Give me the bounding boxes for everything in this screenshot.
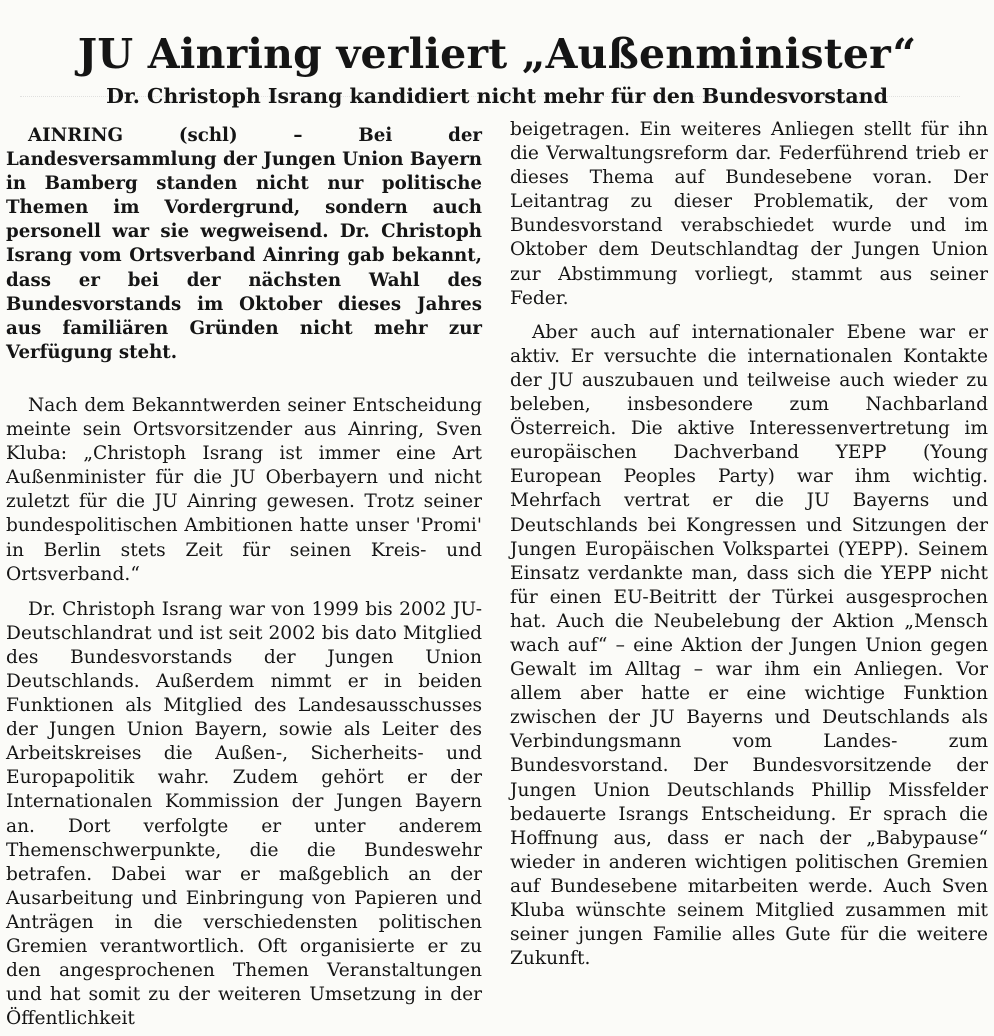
headline: JU Ainring verliert „Außenminister“: [77, 30, 917, 79]
right-column: [510, 118, 988, 971]
body-paragraph: Nach dem Bekanntwerden seiner Entscheidung meinte sein Ortsvorsitzender aus Ainring, Sven Kluba: „Christoph Israng ist immer eine Art Außenminister für die JU Oberbayern und nicht zuletzt für die JU Ainring gewesen. Trotz seiner bundespolitischen Ambitionen hatte unser 'Promi' in Berlin stets Zeit für seinen Kreis- und Ortsverband.“: [6, 394, 482, 585]
left-column: [6, 124, 482, 1031]
body-paragraph: Dr. Christoph Israng war von 1999 bis 2002 JU-Deutschlandrat und ist seit 2002 bis dato Mitglied des Bundesvorstands der Jungen Union Deutschlands. Außerdem nimmt er in beiden Funktionen als Mitglied des Landesausschusses der Jungen Union Bayern, sowie als Leiter des Arbeitskreises die Außen-, Sicherheits- und Europapolitik wahr. Zudem gehört er der Internationalen Kommission der Jungen Bayern an. Dort verfolgte er unter anderem Themenschwerpunkte, die die Bundeswehr betrafen. Dabei war er maßgeblich an der Ausarbeitung und Einbringung von Papieren und Anträgen in die verschiedensten politischen Gremien verantwortlich. Oft organisierte er zu den angesprochenen Themen Veranstaltungen und hat somit zu der weiteren Umsetzung in der Öffentlichkeit: [6, 598, 482, 1030]
body-paragraph: beigetragen. Ein weiteres Anliegen stellt für ihn die Verwaltungsreform dar. Federführend trieb er dieses Thema auf Bundesebene voran. Der Leitantrag zu dieser Problematik, der vom Bundesvorstand verabschiedet wurde und im Oktober dem Deutschlandtag der Jungen Union zur Abstimmung vorliegt, stammt aus seiner Feder.: [510, 119, 988, 309]
subheadline: Dr. Christoph Israng kandidiert nicht mehr für den Bundesvorstand: [106, 84, 888, 108]
intro-paragraph: AINRING (schl) – Bei der Landesversammlung der Jungen Union Bayern in Bamberg standen nicht nur politische Themen im Vordergrund, sondern auch personell war sie wegweisend. Dr. Christoph Israng vom Ortsverband Ainring gab bekannt, dass er bei der nächsten Wahl des Bundesvorstands im Oktober dieses Jahres aus familiären Gründen nicht mehr zur Verfügung steht.: [6, 125, 482, 363]
body-paragraph: Aber auch auf internationaler Ebene war er aktiv. Er versuchte die internationalen Kontakte der JU auszubauen und teilweise auch wieder zu beleben, insbesondere zum Nachbarland Österreich. Die aktive Interessenvertretung im europäischen Dachverband YEPP (Young European Peoples Party) war ihm wichtig. Mehrfach vertrat er die JU Bayerns und Deutschlands bei Kongressen und Sitzungen der Jungen Europäischen Volkspartei (YEPP). Seinem Einsatz verdankte man, dass sich die YEPP nicht für einen EU-Beitritt der Türkei ausgesprochen hat. Auch die Neubelebung der Aktion „Mensch wach auf“ – eine Aktion der Jungen Union gegen Gewalt im Alltag – war ihm ein Anliegen. Vor allem aber hatte er eine wichtige Funktion zwischen der JU Bayerns und Deutschlands als Verbindungsmann vom Landes- zum Bundesvorstand. Der Bundesvorsitzende der Jungen Union Deutschlands Phillip Missfelder bedauerte Israngs Entscheidung. Er sprach die Hoffnung aus, dass er nach der „Babypause“ wieder in anderen wichtigen politischen Gremien auf Bundesebene mitarbeiten werde. Auch Sven Kluba wünschte seinem Mitglied zusammen mit seiner jungen Familie alles Gute für die weitere Zukunft.: [510, 321, 988, 970]
